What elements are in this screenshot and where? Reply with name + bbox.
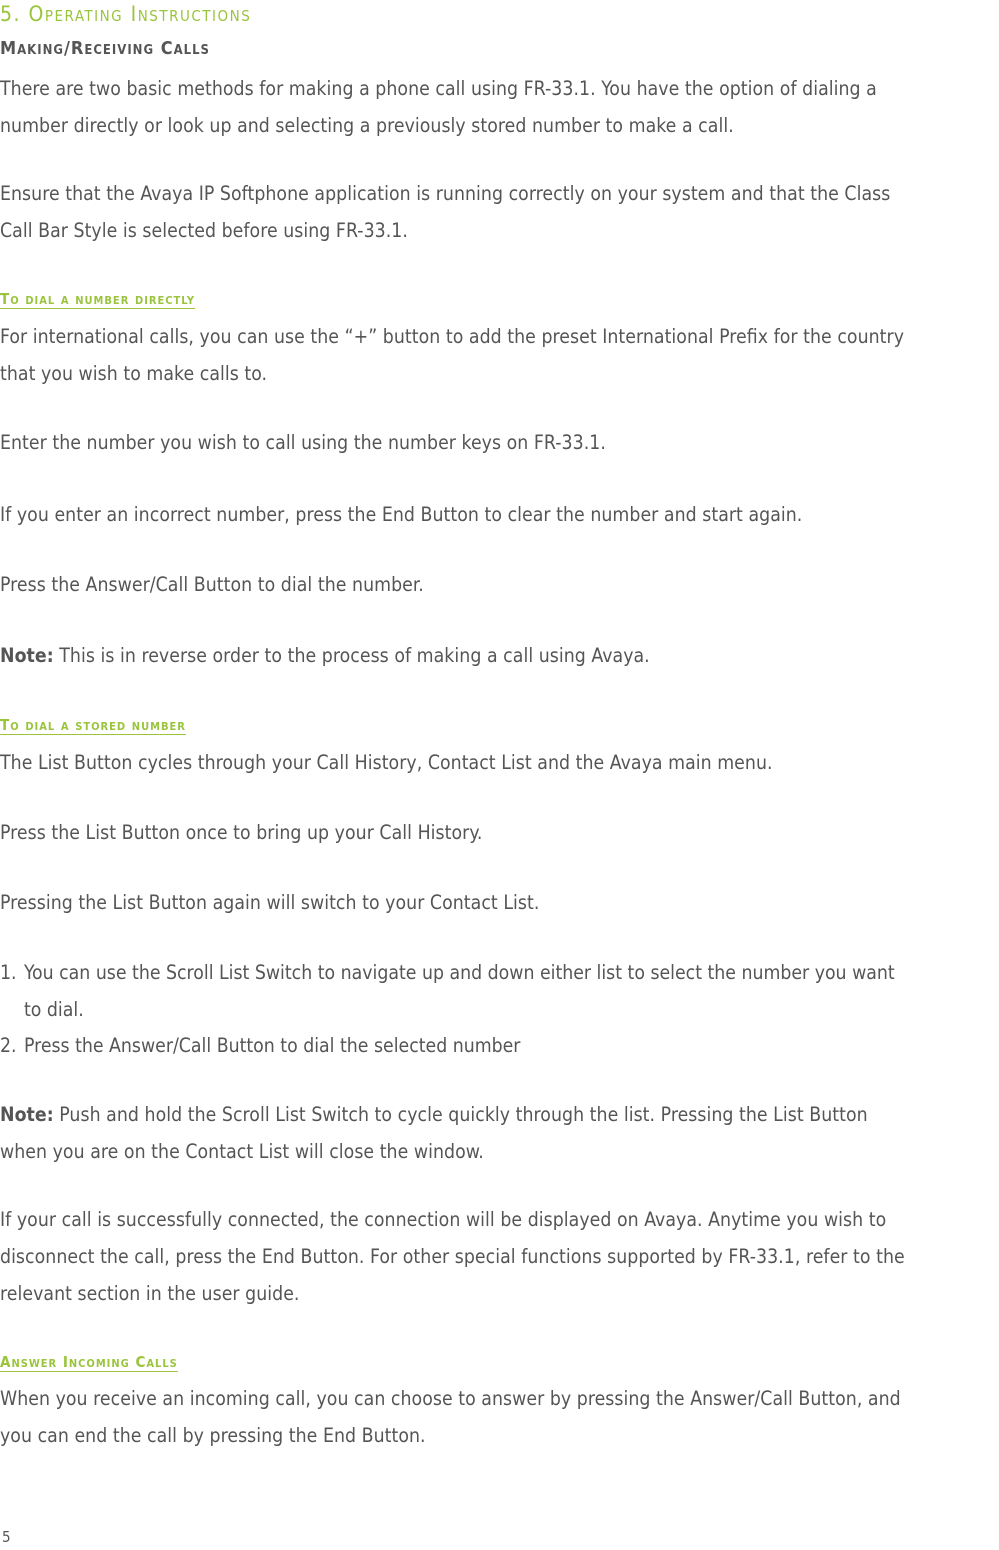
enter-number-text: Enter the number you wish to call using the number keys on FR-33.1.	[0, 431, 606, 454]
ensure-line-1: Ensure that the Avaya IP Softphone application is running correctly on your system and that the Class	[0, 182, 891, 205]
connected-line-2: disconnect the call, press the End Button. For other special functions supported by FR-33.1, refer to the	[0, 1245, 905, 1268]
dial-direct-note	[0, 637, 999, 674]
connected-line-1: If your call is successfully connected, the connection will be displayed on Avaya. Anytime you wish to	[0, 1208, 887, 1231]
making-receiving-heading: Making/Receiving Calls	[0, 38, 210, 59]
dial-direct-heading: To dial a number directly	[0, 290, 196, 308]
ensure-line-2: Call Bar Style is selected before using FR-33.1.	[0, 219, 408, 242]
list-item-text: to dial.	[24, 998, 84, 1021]
list-item-text: Press the Answer/Call Button to dial the selected number	[24, 1034, 521, 1057]
answer-line-1: When you receive an incoming call, you can choose to answer by pressing the Answer/Call Button, and	[0, 1387, 901, 1410]
note-text: This is in reverse order to the process of making a call using Avaya.	[53, 644, 650, 667]
list-item-number: 1.	[0, 961, 17, 984]
answer-incoming-heading: Answer Incoming Calls	[0, 1353, 178, 1371]
list-item	[0, 954, 999, 991]
list-item-continuation	[0, 991, 999, 1028]
press-again-text: Pressing the List Button again will switch to your Contact List.	[0, 891, 540, 914]
press-once-text: Press the List Button once to bring up your Call History.	[0, 821, 483, 844]
dial-stored-note-line-2: when you are on the Contact List will close the window.	[0, 1140, 484, 1163]
note-label: Note:	[0, 1103, 54, 1126]
section-title: 5. Operating Instructions	[0, 2, 252, 26]
dial-stored-note-line-1	[0, 1096, 999, 1133]
list-item-text: You can use the Scroll List Switch to navigate up and down either list to select the number you want	[24, 961, 895, 984]
note-label: Note:	[0, 644, 54, 667]
list-item	[0, 1027, 999, 1064]
answer-line-2: you can end the call by pressing the End Button.	[0, 1424, 426, 1447]
dial-stored-heading: To dial a stored number	[0, 716, 186, 734]
connected-line-3: relevant section in the user guide.	[0, 1282, 300, 1305]
page-number: 5	[2, 1528, 11, 1546]
intro-line-1: There are two basic methods for making a phone call using FR-33.1. You have the option of dialing a	[0, 77, 877, 100]
note-text: Push and hold the Scroll List Switch to cycle quickly through the list. Pressing the List Button	[53, 1103, 868, 1126]
list-cycles-text: The List Button cycles through your Call History, Contact List and the Avaya main menu.	[0, 751, 773, 774]
intl-line-1: For international calls, you can use the “+” button to add the preset International Preﬁx for the country	[0, 325, 905, 348]
press-answer-text: Press the Answer/Call Button to dial the number.	[0, 573, 424, 596]
list-item-number: 2.	[0, 1034, 17, 1057]
intro-line-2: number directly or look up and selecting a previously stored number to make a call.	[0, 114, 734, 137]
incorrect-number-text: If you enter an incorrect number, press the End Button to clear the number and start again.	[0, 503, 803, 526]
intl-line-2: that you wish to make calls to.	[0, 362, 268, 385]
